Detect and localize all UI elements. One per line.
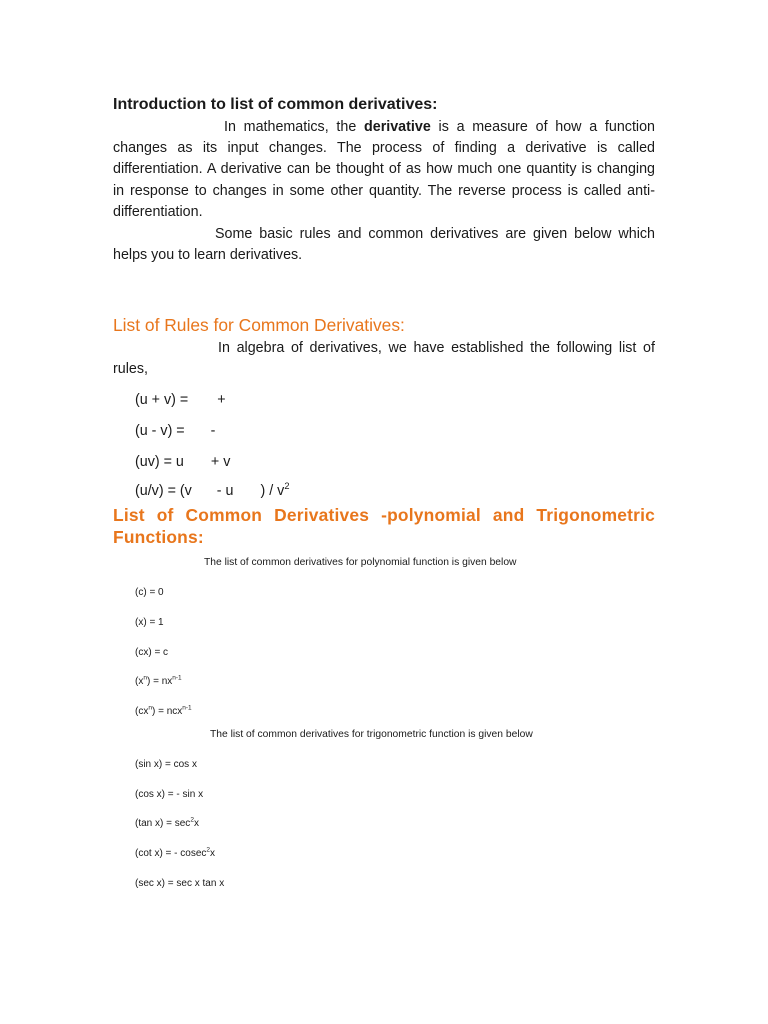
poly-scaled-power: $(cx^n) = ncx^{n-1}$ xyxy=(135,704,192,717)
rule-difference xyxy=(135,423,215,439)
rule-quotient xyxy=(135,483,289,499)
trig-cos: (cos x) = - sin x xyxy=(135,789,204,800)
common-heading-line-2: Functions: xyxy=(113,526,204,547)
polynomial-intro: The list of common derivatives for polynomial function is given below xyxy=(204,557,517,568)
trig-sec: (sec x) = sec x tan x xyxy=(135,878,225,889)
trigonometric-intro: The list of common derivatives for trigonometric function is given below xyxy=(210,729,533,740)
trig-sin: (sin x) = cos x xyxy=(135,759,197,770)
trig-tan: (tan $x) = \sec^2x$ xyxy=(135,816,199,829)
rule-quotient-exponent: 2 xyxy=(284,481,290,492)
derivative-term: derivative xyxy=(364,119,431,135)
poly-linear: (cx) = c xyxy=(135,647,169,658)
common-derivatives-heading xyxy=(113,505,655,548)
poly-identity: (x) = 1 xyxy=(135,617,164,628)
intro-text-rest: is a measure of how a function changes as its input changes. The process of finding a derivative is called differentiation. A derivative can be thought of as how much one quantity is changing in response to changes in some other quantity. The reverse process is called anti-differentiation. xyxy=(113,119,655,220)
intro-text-start: In mathematics, the xyxy=(224,119,365,135)
trig-cot: (cot x) = - cosec$^2$x xyxy=(135,846,216,859)
rule-product-right: + v xyxy=(210,454,231,470)
common-heading-line-1: List of Common Derivatives -polynomial and Trigonometric xyxy=(113,505,655,525)
rule-quotient-b: - u xyxy=(216,483,234,499)
intro-paragraph-2: Some basic rules and common derivatives are given below which helps you to learn derivatives. xyxy=(113,226,655,264)
rule-difference-right: - xyxy=(210,423,216,439)
intro-paragraph xyxy=(113,117,655,223)
rule-sum-right: + xyxy=(217,392,226,408)
rule-difference-left: (u - v) = xyxy=(135,423,185,439)
rule-sum xyxy=(135,392,226,408)
rule-sum-left: (u + v) = xyxy=(135,392,189,408)
rule-product-left: (uv) = u xyxy=(135,454,184,470)
rules-heading: List of Rules for Common Derivatives: xyxy=(113,315,405,335)
poly-constant: (c) = 0 xyxy=(135,587,164,598)
rules-intro: In algebra of derivatives, we have established the following list of rules, xyxy=(113,340,655,378)
poly-power: $(x^n) = nx^{n-1}$ xyxy=(135,674,182,687)
rule-quotient-c: ) / v xyxy=(260,483,285,499)
rule-product xyxy=(135,454,230,470)
intro-heading: Introduction to list of common derivatives: xyxy=(113,96,438,113)
rule-quotient-a: (u/v) = (v xyxy=(135,483,192,499)
